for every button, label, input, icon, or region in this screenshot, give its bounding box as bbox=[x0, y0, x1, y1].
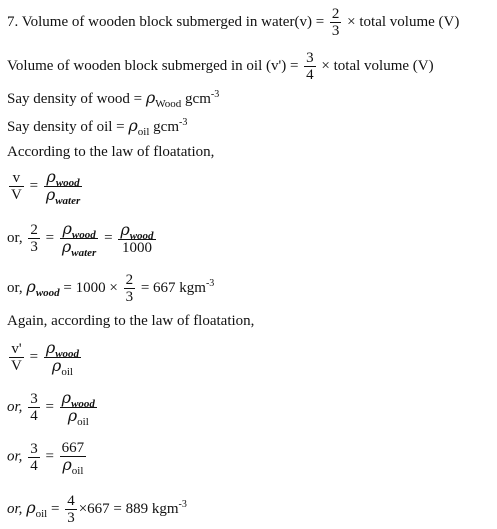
line-law-floatation: According to the law of floatation, bbox=[7, 144, 215, 160]
line-water-volume bbox=[7, 6, 459, 39]
line-oil-volume bbox=[7, 50, 434, 83]
fraction-two-thirds: $\frac{2}{3}$ bbox=[331, 6, 340, 39]
text-total-volume: × total volume (V) bbox=[347, 13, 460, 30]
fraction-three-fourths: $\frac{3}{4}$ bbox=[306, 50, 314, 83]
equation-density-wood: or, $\rho_{wood} = 1000$ × $\frac{2}{3}$ = 667 kgm$^{-3}$ bbox=[7, 272, 215, 305]
equation-ratio-4: or, $\frac{3}{4}$ = $\frac{\rho_{wood}}{\rho_{oil}}$ bbox=[7, 388, 95, 428]
equation-ratio-3: $\frac{v'}{V}$ = $\frac{\rho_{wood}}{\rho_{oil}}$ bbox=[11, 338, 80, 378]
equation-ratio-5: or, $\frac{3}{4}$ = $\frac{667}{\rho_{oil}}$ bbox=[7, 440, 85, 477]
line-density-oil: Say density of oil = $\rho_{oil}$ gcm$^{-3}$ bbox=[7, 116, 188, 138]
line-density-wood: Say density of wood = $\rho_{Wood}$ gcm$^{-3}$ bbox=[7, 88, 220, 110]
line-again-floatation: Again, according to the law of floatation, bbox=[7, 313, 255, 329]
text-oil-volume: Volume of wooden block submerged in oil (v') = bbox=[7, 57, 299, 74]
equation-ratio-1: $\frac{v}{V}$ = $\frac{\rho_{wood}}{\rho_{water}}$ bbox=[11, 167, 81, 207]
equation-density-oil: or, $\rho_{oil}$ = $\frac{4}{3}$ ×667 = 889 kgm$^{-3}$ bbox=[7, 493, 187, 526]
text-total-volume-2: × total volume (V) bbox=[321, 57, 434, 74]
equation-ratio-2: or, $\frac{2}{3}$ = $\frac{\rho_{wood}}{\rho_{water}}$ = $\frac{\rho_{wood}}{1000}$ bbox=[7, 219, 154, 259]
text-water-volume: 7. Volume of wooden block submerged in water(v) = bbox=[7, 13, 325, 30]
